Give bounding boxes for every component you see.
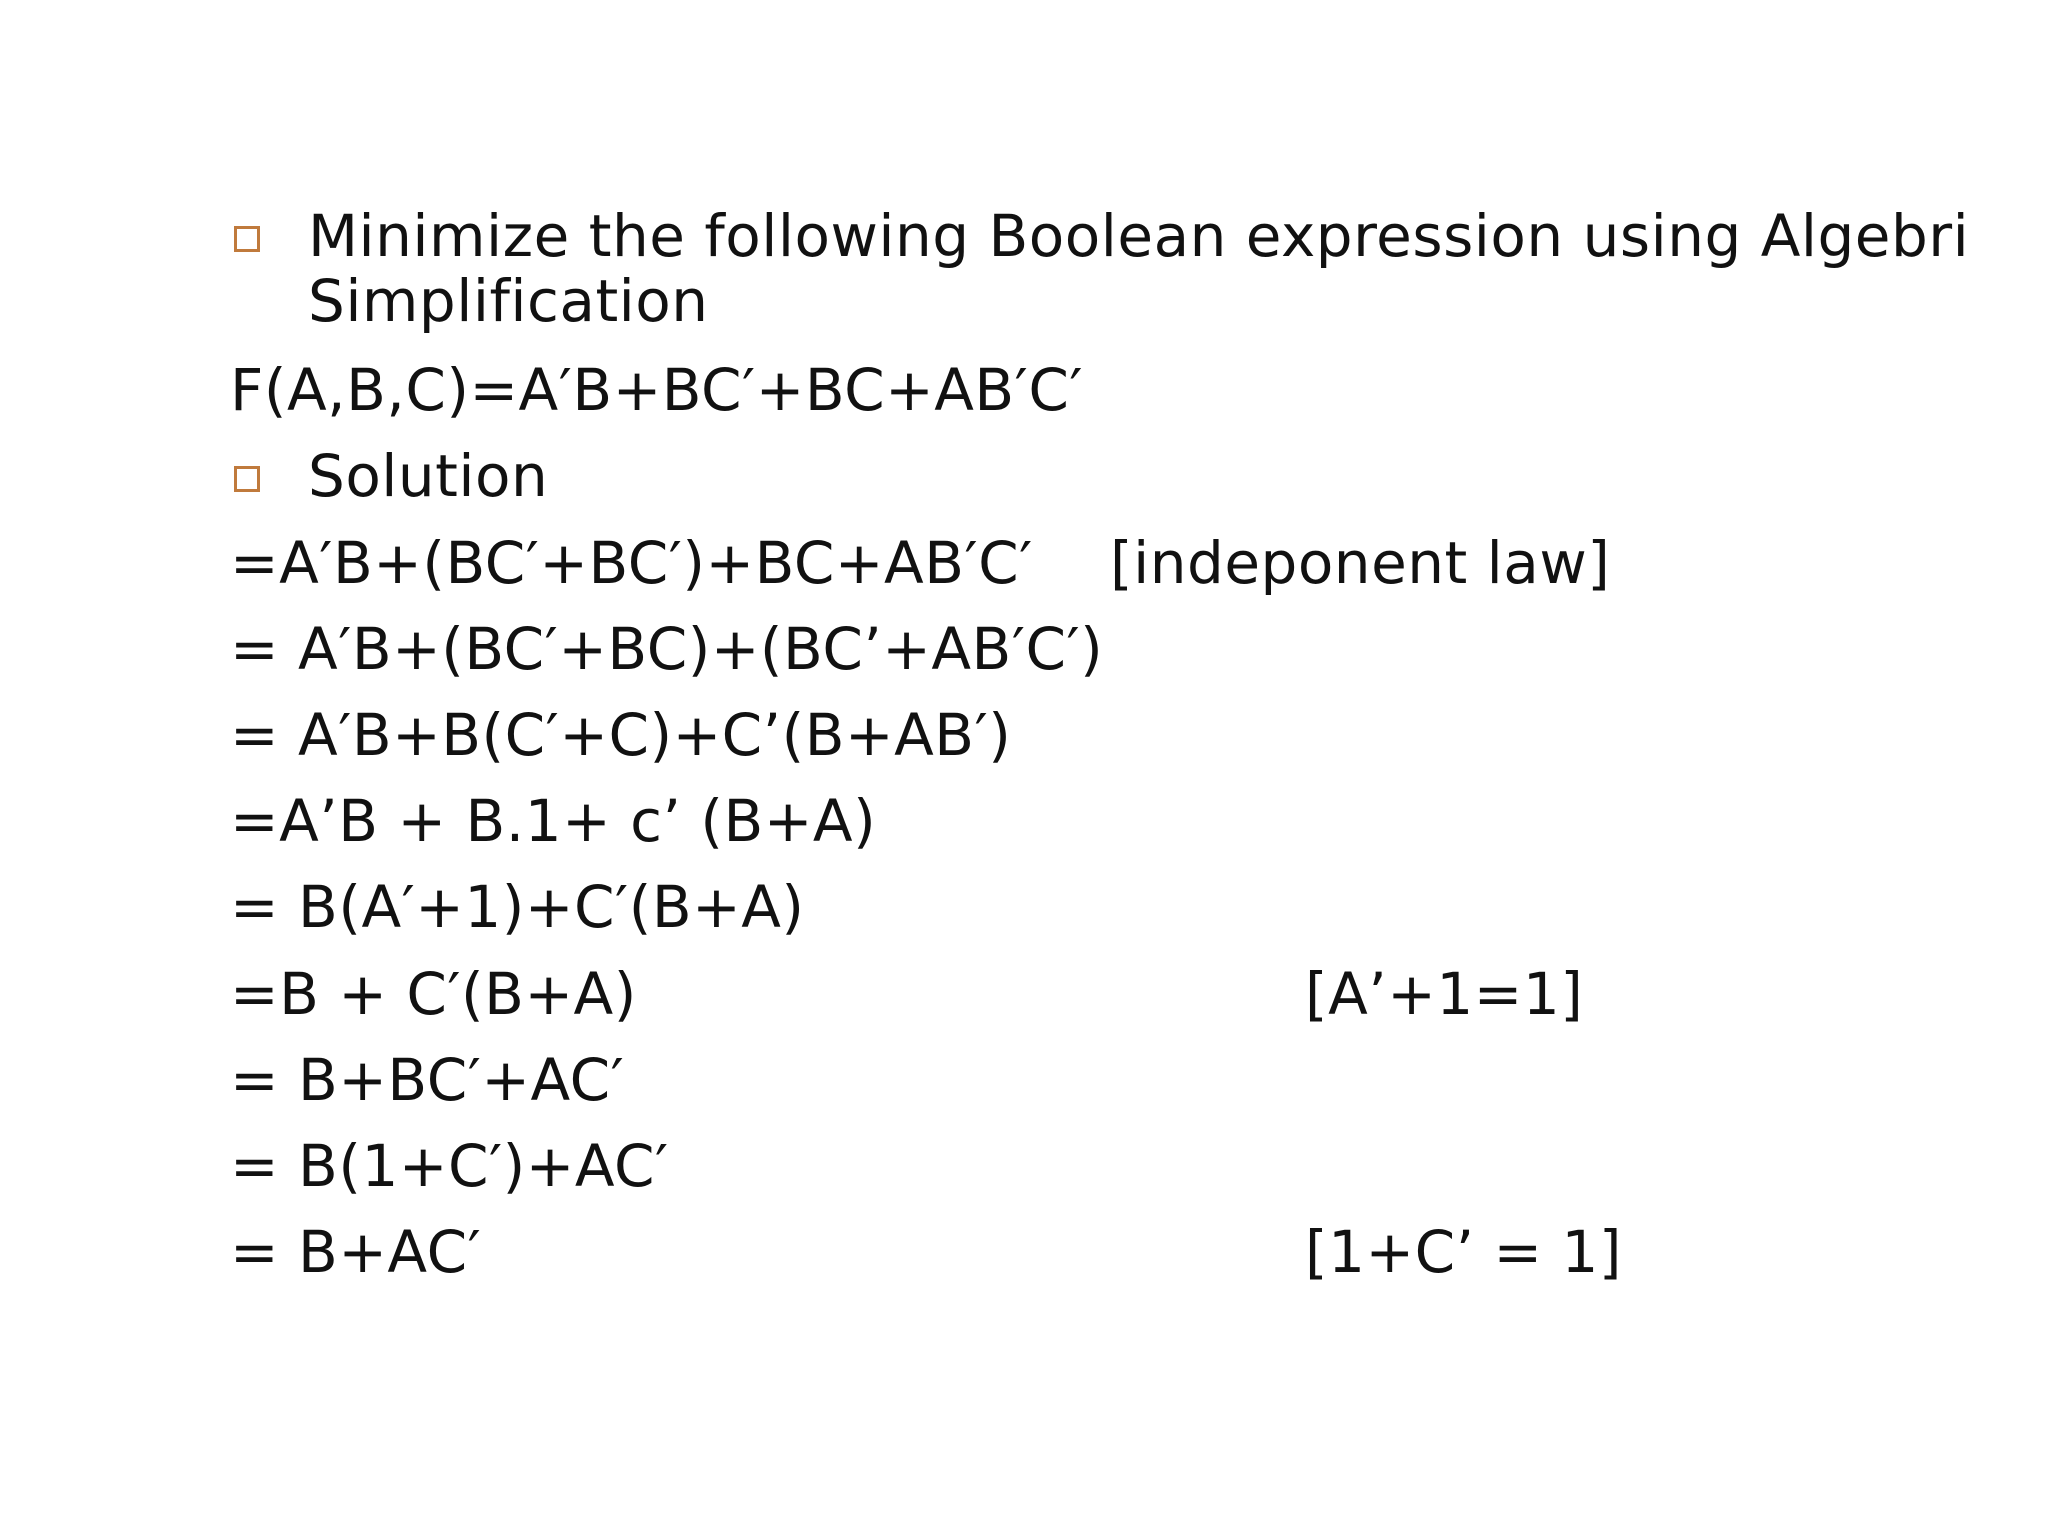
step-9: = B+AC′ — [230, 1218, 482, 1286]
step-5: = B(A′+1)+C′(B+A) — [230, 873, 805, 941]
step-9-note: [1+C’ = 1] — [1305, 1218, 1623, 1286]
step-8: = B(1+C′)+AC′ — [230, 1132, 669, 1200]
step-2: = A′B+(BC′+BC)+(BC’+AB′C′) — [230, 615, 1104, 683]
step-6: =B + C′(B+A) — [230, 960, 637, 1028]
step-6-note: [A’+1=1] — [1305, 960, 1584, 1028]
step-3: = A′B+B(C′+C)+C’(B+AB′) — [230, 701, 1012, 769]
step-7: = B+BC′+AC′ — [230, 1046, 625, 1114]
step-1: =A′B+(BC′+BC′)+BC+AB′C′ — [230, 529, 1033, 597]
step-4: =A’B + B.1+ c’ (B+A) — [230, 787, 877, 855]
step-1-note: [indeponent law] — [1110, 529, 1611, 597]
function-definition: F(A,B,C)=A′B+BC′+BC+AB′C′ — [230, 356, 1083, 424]
solution-label: Solution — [308, 442, 549, 510]
bullet-square-icon — [234, 466, 260, 492]
intro-line-2: Simplification — [308, 267, 709, 335]
bullet-square-icon — [234, 226, 260, 252]
intro-line-1: Minimize the following Boolean expression using Algebri — [308, 202, 1970, 270]
